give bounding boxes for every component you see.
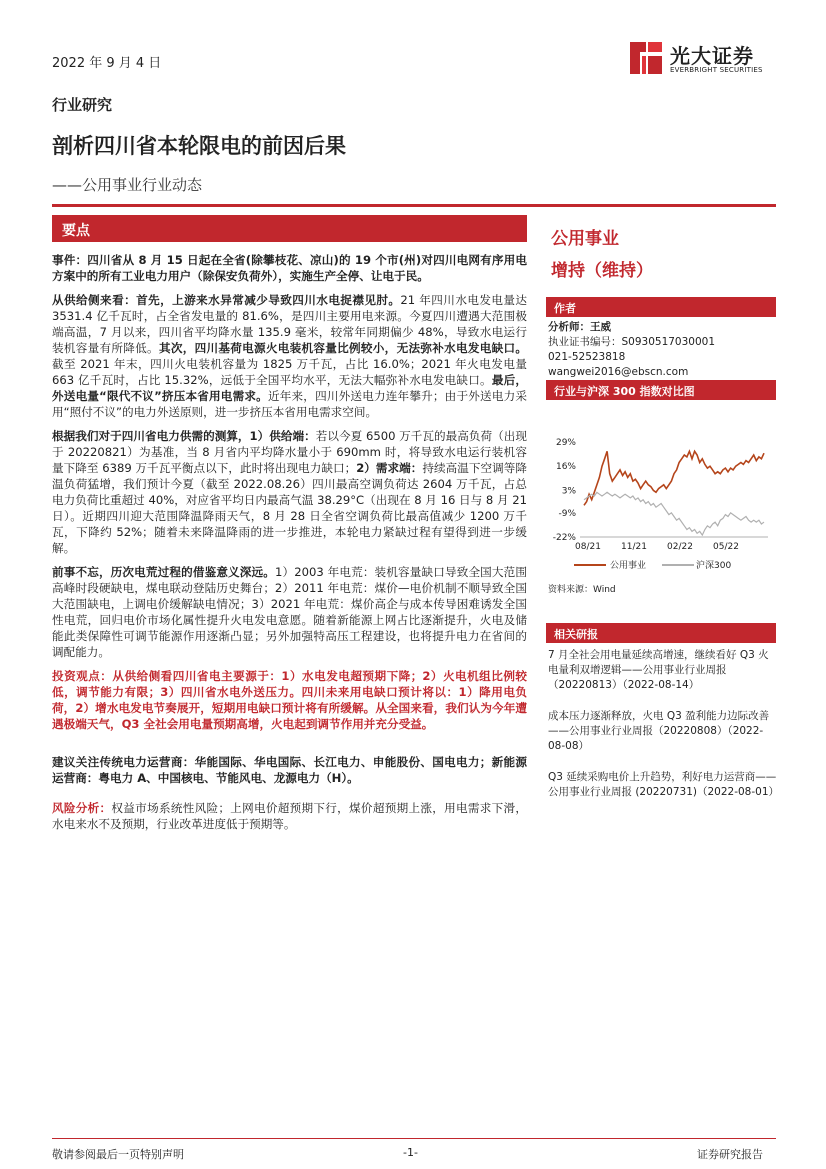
y-tick-label: -9%	[558, 508, 576, 519]
investment-view: 投资观点：从供给侧看四川省电主要源于：1）水电发电超预期下降；2）火电机组比例较低，调节能力有限；3）四川省水电外送压力。四川未来用电缺口预计将以：1）降用电负荷，2）增水电发电节奏展开，短期用电缺口预计将有所缓解。从全国来看，我们认为今年遭遇极端天气，Q3 全社会用电量预期高增，火电起到调节作用并充分受益。	[52, 669, 527, 731]
analyst-email: wangwei2016@ebscn.com	[548, 366, 689, 378]
author-header: 作者	[546, 297, 776, 317]
supply-lead-2: 其次，四川基荷电源火电装机容量比例较小，无法弥补水电发电缺口。	[158, 341, 527, 355]
footer-divider	[52, 1138, 776, 1139]
chart-source: 资料来源：Wind	[548, 585, 616, 595]
history-text: 1）2003 年电荒：装机容量缺口导致全国大范围高峰时段硬缺电，煤电联动登陆历史舞台；2）2011 年电荒：煤价—电价机制不顺导致全国大范围缺电，上调电价缓解缺电情况；3）2021 年电荒：煤价高企与成本传导困难诱发全国性电荒，回归电价市场化属性提升火电发电意愿。随着新能源上网占比逐渐提升，火电及储能此类保障性可调节能源作用逐渐凸显；另外加强特高压工程建设，也将提升电力在省间的调配能力。	[52, 565, 527, 659]
report-subtitle: ——公用事业行业动态	[52, 176, 203, 194]
series-line-csi300	[584, 492, 764, 535]
sector-rating: 增持（维持）	[551, 261, 653, 281]
brand-name-cn: 光大证券	[670, 44, 754, 68]
paragraph-event	[52, 252, 527, 284]
supply-lead-3: 最后，外送电量“限代不议”挤压本省用电需求。	[52, 373, 527, 403]
x-tick-label: 05/22	[713, 542, 739, 552]
report-category: 行业研究	[52, 96, 113, 114]
y-tick-label: 3%	[561, 486, 576, 497]
calc-lead-2: 2）需求端：	[356, 461, 423, 475]
series-line-utilities	[584, 451, 764, 505]
risk-label: 风险分析：	[52, 801, 112, 815]
paragraph-supply	[52, 292, 527, 420]
recommend-text: 建议关注传统电力运营商：华能国际、华电国际、长江电力、申能股份、国电电力；新能源运营商：粤电力 A、中国核电、节能风电、龙源电力（H）。	[52, 755, 527, 785]
y-tick-label: 29%	[555, 438, 576, 448]
y-tick-label: 16%	[555, 462, 576, 473]
legend-label-csi300: 沪深300	[696, 561, 732, 571]
paragraph-risk	[52, 800, 527, 832]
paragraph-recommend	[52, 754, 527, 786]
brand-logo-icon	[626, 38, 666, 78]
calc-text-1: 若以今夏 6500 万千瓦的最高负荷（出现于 20220821）为基准，当 8 月省内平均降水量小于 690mm 时，将导致水电运行装机容量下降至 6389 万千瓦平衡点以下，此时将出现电力缺口；	[52, 429, 527, 475]
calc-lead: 根据我们对于四川省电力供需的测算，1）供给端：	[52, 429, 316, 443]
author-info	[548, 320, 778, 380]
related-list	[548, 648, 778, 800]
related-header: 相关研报	[546, 623, 776, 643]
analyst-phone: 021-52523818	[548, 351, 626, 363]
x-tick-label: 08/21	[575, 542, 601, 552]
related-report-3[interactable]: Q3 延续采购电价上升趋势，利好电力运营商——公用事业行业周报 (20220731)（2022-08-01）	[548, 771, 779, 798]
history-lead: 前事不忘，历次电荒过程的借鉴意义深远。	[52, 565, 276, 579]
key-points-header: 要点	[52, 215, 527, 242]
related-report-1[interactable]: 7 月全社会用电量延续高增速，继续看好 Q3 火电量利双增逻辑——公用事业行业周报（20220813）（2022-08-14）	[548, 649, 769, 691]
paragraph-history	[52, 564, 527, 660]
supply-lead: 从供给侧来看：首先，上游来水异常减少导致四川水电捉襟见肘。	[52, 293, 401, 307]
legend-label-utilities: 公用事业	[610, 561, 647, 571]
y-tick-label: -22%	[552, 533, 576, 543]
event-text: 事件：四川省从 8 月 15 日起在全省(除攀枝花、凉山)的 19 个市(州)对四川电网有序用电方案中的所有工业电力用户（除保安负荷外），实施生产全停、让电于民。	[52, 253, 527, 283]
analyst-name: 分析师：王威	[548, 321, 611, 333]
sector-name: 公用事业	[551, 229, 619, 249]
calc-text-2: 持续高温下空调等降温负荷猛增，我们预计今夏（截至 2022.08.26）四川最高空调负荷达 2604 万千瓦，占总电力负荷比重超过 40%，对应省平均日内最高气温 38.29°C（出现在 8 月 16 日与 8 月 21 日）。近期四川迎大范围降温降雨天气，8 月 28 日全省空调负荷比最高值减少 1200 万千瓦，下降约 52%；随着未来降温降雨的进一步推进，本轮电力紧缺过程有望得到进一步缓解。	[52, 461, 527, 555]
supply-text-2: 截至 2021 年末，四川火电装机容量为 1825 万千瓦，占比 16.0%；2021 年火电发电量 663 亿千瓦时，占比 15.32%，远低于全国平均水平，无法大幅弥补水电发电缺口。	[52, 357, 527, 387]
header-divider	[52, 204, 776, 207]
brand-logo	[626, 38, 776, 80]
license-number: 执业证书编号：S0930517030001	[548, 336, 716, 348]
report-title: 剖析四川省本轮限电的前因后果	[52, 134, 346, 158]
main-body	[52, 252, 527, 840]
index-comparison-chart	[548, 432, 776, 580]
paragraph-investment	[52, 668, 527, 732]
report-date: 2022 年 9 月 4 日	[52, 56, 162, 71]
paragraph-calc	[52, 428, 527, 556]
supply-text-3: 近年来，四川外送电力连年攀升；由于外送电力采用“照付不议”的电力外送原则，进一步挤压本省用电需求空间。	[52, 389, 527, 419]
page-number: -1-	[403, 1146, 418, 1159]
supply-text-1: 21 年四川水电发电量达 3531.4 亿千瓦时，占全省发电量的 81.6%，是四川主要用电来源。今夏四川遭遇大范围极端高温，7 月以来，四川省平均降水量 135.9 毫米，较常年同期偏少 48%，导致水电运行装机容量有所降低。	[52, 293, 527, 355]
chart-header: 行业与沪深 300 指数对比图	[546, 380, 776, 400]
related-report-2[interactable]: 成本压力逐渐释放，火电 Q3 盈利能力边际改善——公用事业行业周报（20220808）（2022-08-08）	[548, 710, 770, 752]
x-tick-label: 11/21	[621, 542, 647, 552]
risk-text: 权益市场系统性风险；上网电价超预期下行，煤价超预期上涨，用电需求下滑，水电来水不及预期，行业改革进度低于预期等。	[52, 801, 527, 831]
footer-disclaimer[interactable]: 敬请参阅最后一页特别声明	[52, 1148, 184, 1161]
brand-name-en: EVERBRIGHT SECURITIES	[670, 66, 763, 74]
footer-report-type: 证券研究报告	[697, 1148, 763, 1161]
x-tick-label: 02/22	[667, 542, 693, 552]
